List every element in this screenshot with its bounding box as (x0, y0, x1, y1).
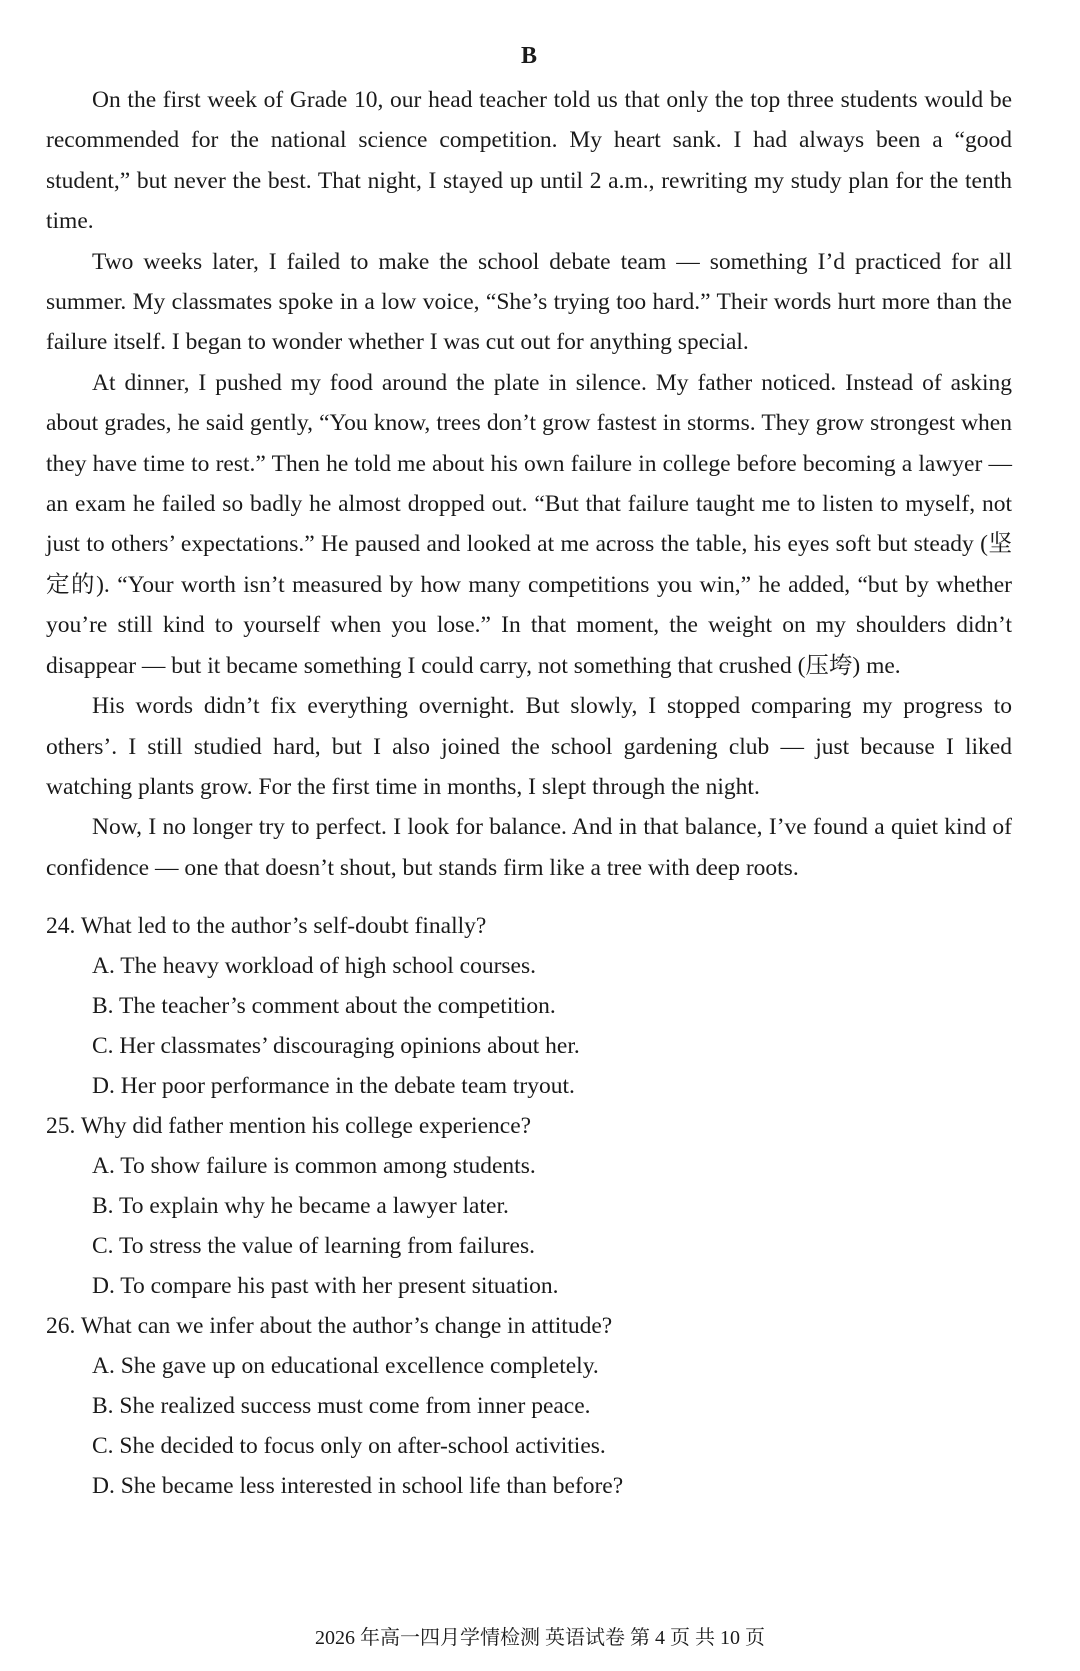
question-stem: 25. Why did father mention his college experience? (46, 1113, 532, 1140)
passage-paragraph: At dinner, I pushed my food around the plate in silence. My father noticed. Instead of asking about grades, he said gently, “You know, trees don’t grow fastest in storms. They grow strongest when they have time to rest.” Then he told me about his own failure in college before becoming a lawyer — an exam he failed so badly he almost dropped out. “But that failure taught me to listen to myself, not just to others’ expectations.” He paused and looked at me across the table, his eyes soft but steady (坚定的). “Your worth isn’t measured by how many competitions you win,” he added, “but by whether you’re still kind to yourself when you lose.” In that moment, the weight on my shoulders didn’t disappear — but it became something I could carry, not something that crushed (压垮) me. (46, 369, 1012, 679)
option-list (46, 1146, 1012, 1306)
question-list (46, 906, 1012, 1506)
passage-paragraph: On the first week of Grade 10, our head teacher told us that only the top three students would be recommended for the national science competition. My heart sank. I had always been a “good student,” but never the best. That night, I stayed up until 2 a.m., rewriting my study plan for the tenth time. (46, 87, 1012, 235)
option-a: A. To show failure is common among students. (92, 1153, 536, 1180)
section-title: B (520, 43, 537, 69)
option-b: B. She realized success must come from inner peace. (92, 1393, 591, 1420)
question-stem: 24. What led to the author’s self-doubt finally? (46, 913, 487, 940)
question-25 (46, 1106, 1012, 1306)
option-d: D. To compare his past with her present situation. (92, 1273, 559, 1300)
option-a: A. She gave up on educational excellence completely. (92, 1353, 599, 1380)
passage-paragraph: Two weeks later, I failed to make the school debate team — something I’d practiced for all summer. My classmates spoke in a low voice, “She’s trying too hard.” Their words hurt more than the failure itself. I began to wonder whether I was cut out for anything special. (46, 248, 1012, 356)
passage-paragraph: His words didn’t fix everything overnight. But slowly, I stopped comparing my progress to others’. I still studied hard, but I also joined the school gardening club — just because I liked watching plants grow. For the first time in months, I slept through the night. (46, 693, 1012, 800)
option-d: D. Her poor performance in the debate team tryout. (92, 1073, 575, 1100)
option-d: D. She became less interested in school life than before? (92, 1473, 624, 1500)
option-c: C. Her classmates’ discouraging opinions about her. (92, 1033, 580, 1060)
option-b: B. To explain why he became a lawyer later. (92, 1193, 509, 1220)
option-c: C. To stress the value of learning from failures. (92, 1233, 536, 1260)
passage-paragraph: Now, I no longer try to perfect. I look for balance. And in that balance, I’ve found a quiet kind of confidence — one that doesn’t shout, but stands firm like a tree with deep roots. (46, 814, 1012, 881)
option-list (46, 1346, 1012, 1506)
question-stem: 26. What can we infer about the author’s change in attitude? (46, 1313, 613, 1340)
question-26 (46, 1306, 1012, 1506)
reading-passage (46, 80, 1012, 888)
exam-page (46, 36, 1012, 1506)
question-24 (46, 906, 1012, 1106)
option-c: C. She decided to focus only on after-school activities. (92, 1433, 606, 1460)
option-a: A. The heavy workload of high school courses. (92, 953, 537, 980)
page-footer: 2026 年高一四月学情检测 英语试卷 第 4 页 共 10 页 (315, 1627, 765, 1649)
option-b: B. The teacher’s comment about the competition. (92, 993, 556, 1020)
option-list (46, 946, 1012, 1106)
